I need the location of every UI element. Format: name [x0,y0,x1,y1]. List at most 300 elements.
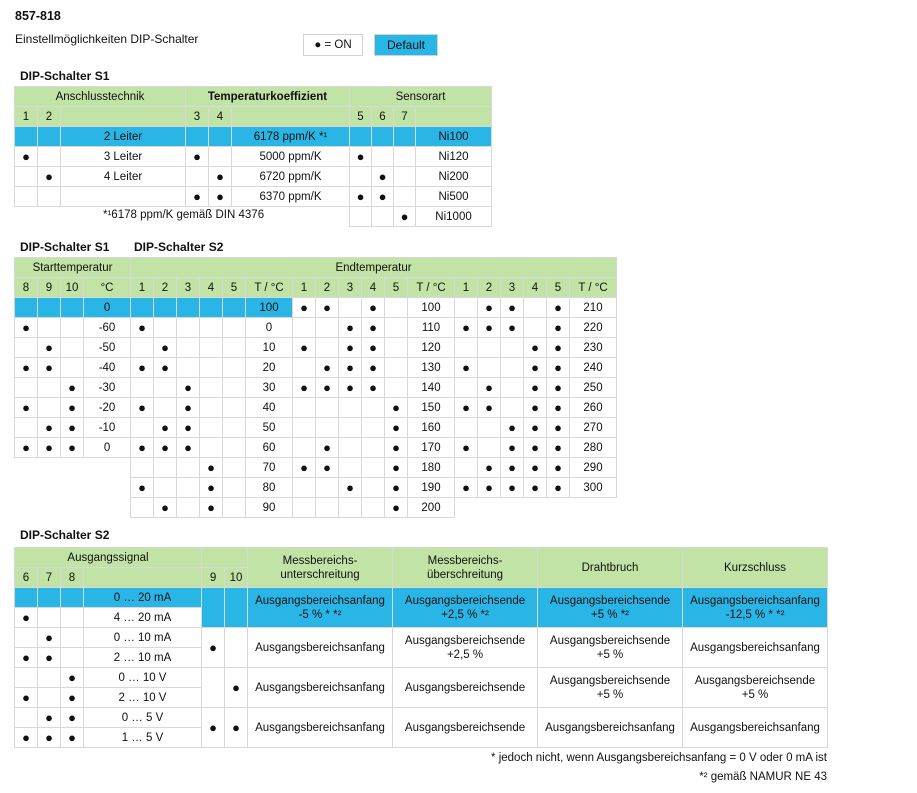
sensor-label: Ni120 [416,147,492,167]
switch-state [61,648,84,668]
error-behavior: Ausgangsbereichsanfang [683,708,828,748]
table-row [15,258,131,278]
switch-state [154,318,177,338]
s1-config-table [14,86,492,227]
switch-state: ● [131,318,154,338]
switch-state: ● [501,438,524,458]
start-temp-value: -30 [84,378,131,398]
legend-default: Default [374,34,438,56]
end-temp-value: 120 [408,338,455,358]
switch-state [293,478,316,498]
end-temp-value: 100 [246,298,293,318]
switch-state [316,418,339,438]
switch-state [38,318,61,338]
switch-number: 1 [455,278,478,298]
switch-number: 4 [209,107,232,127]
switch-state: ● [225,708,248,748]
switch-state: ● [200,478,223,498]
switch-state [455,338,478,358]
sensor-label: Ni200 [416,167,492,187]
end-temp-table [130,257,617,518]
start-temp-value: 0 [84,298,131,318]
table-row [15,87,492,107]
table-row [15,298,131,318]
switch-state: ● [15,648,38,668]
switch-state: ● [293,298,316,318]
switch-state [61,628,84,648]
switch-number: 2 [316,278,339,298]
signal-value: 2 … 10 mA [84,648,202,668]
switch-state [61,358,84,378]
end-temp-value: 240 [570,358,617,378]
switch-state [385,318,408,338]
conn-label: 2 Leiter [61,127,186,147]
switch-state [293,318,316,338]
switch-number: 10 [225,568,248,588]
empty-cell [455,498,478,518]
switch-state: ● [501,318,524,338]
switch-state [223,378,246,398]
switch-state [225,628,248,668]
signal-value: 0 … 20 mA [84,588,202,608]
error-behavior: Ausgangsbereichsende [393,668,538,708]
switch-number: °C [84,278,131,298]
switch-state: ● [547,358,570,378]
switch-state: ● [177,418,200,438]
empty-cell [524,498,547,518]
page-subtitle: Einstellmöglichkeiten DIP-Schalter [15,32,199,46]
switch-state [362,418,385,438]
switch-number: 1 [293,278,316,298]
switch-state: ● [339,358,362,378]
switch-state [339,438,362,458]
switch-state [131,298,154,318]
switch-number: 7 [394,107,416,127]
switch-state: ● [209,167,232,187]
switch-state [38,127,61,147]
switch-state: ● [38,628,61,648]
table-row [131,458,617,478]
table-row [15,167,492,187]
switch-state: ● [15,398,38,418]
switch-state: ● [202,628,225,668]
sensor-label: Ni100 [416,127,492,147]
switch-state [202,668,225,708]
error-behavior: Ausgangsbereichsanfang [248,708,393,748]
switch-state [15,668,38,688]
switch-state [339,498,362,518]
switch-state: ● [478,398,501,418]
switch-state [339,418,362,438]
switch-state [350,167,372,187]
end-temp-value: 160 [408,418,455,438]
error-behavior: Ausgangsbereichsanfang [683,628,828,668]
switch-state [15,418,38,438]
switch-state [223,478,246,498]
end-temp-value: 190 [408,478,455,498]
table-row [131,338,617,358]
switch-state: ● [455,438,478,458]
switch-state [177,458,200,478]
switch-state [339,458,362,478]
header-blank [416,107,492,127]
switch-number: T / °C [246,278,293,298]
switch-state [61,338,84,358]
switch-state: ● [339,478,362,498]
switch-state [455,378,478,398]
switch-state [372,127,394,147]
switch-state [362,498,385,518]
switch-state [38,378,61,398]
switch-state: ● [524,378,547,398]
switch-state [38,668,61,688]
end-temp-value: 220 [570,318,617,338]
switch-state: ● [455,358,478,378]
switch-number: 3 [339,278,362,298]
table-row [131,398,617,418]
error-behavior: Ausgangsbereichsanfang [248,628,393,668]
switch-state: ● [385,458,408,478]
switch-state [223,458,246,478]
switch-state: ● [15,318,38,338]
end-temp-value: 140 [408,378,455,398]
switch-number: 2 [154,278,177,298]
switch-state [177,338,200,358]
switch-state: ● [177,378,200,398]
switch-state: ● [524,358,547,378]
group-header-conn: Anschlusstechnik [15,87,186,107]
empty-cell [570,498,617,518]
switch-number: 2 [38,107,61,127]
switch-state [501,358,524,378]
switch-state [362,458,385,478]
switch-state [223,498,246,518]
switch-state [362,478,385,498]
switch-state: ● [316,458,339,478]
switch-state [223,398,246,418]
switch-state [316,398,339,418]
switch-state [316,478,339,498]
sensor-label: Ni1000 [416,207,492,227]
table-row [131,498,617,518]
end-temp-value: 110 [408,318,455,338]
start-temp-value: -20 [84,398,131,418]
switch-state [478,438,501,458]
switch-state [38,187,61,207]
switch-state: ● [478,378,501,398]
switch-state: ● [15,728,38,748]
switch-state [177,318,200,338]
end-temp-value: 30 [246,378,293,398]
switch-state: ● [501,478,524,498]
switch-state [15,378,38,398]
switch-state: ● [524,438,547,458]
signal-value: 1 … 5 V [84,728,202,748]
end-temp-value: 280 [570,438,617,458]
switch-state: ● [177,398,200,418]
switch-state: ● [293,458,316,478]
switch-state: ● [38,338,61,358]
switch-state [223,338,246,358]
switch-state: ● [350,187,372,207]
cond-header: Drahtbruch [538,548,683,588]
end-temp-value: 50 [246,418,293,438]
switch-state: ● [455,478,478,498]
signal-value: 0 … 5 V [84,708,202,728]
switch-state: ● [362,378,385,398]
error-behavior: Ausgangsbereichsanfang [248,668,393,708]
switch-state [15,187,38,207]
switch-number: 10 [61,278,84,298]
switch-state: ● [362,358,385,378]
switch-state [524,318,547,338]
table-row [15,708,828,728]
switch-state: ● [385,498,408,518]
table-row [131,258,617,278]
end-temp-value: 130 [408,358,455,378]
switch-number: 4 [362,278,385,298]
switch-state [455,418,478,438]
switch-state [131,498,154,518]
switch-state [293,358,316,378]
switch-state: ● [478,478,501,498]
switch-state: ● [61,708,84,728]
switch-state: ● [339,378,362,398]
table-row [15,358,131,378]
switch-state: ● [15,358,38,378]
switch-state [223,298,246,318]
table-row [15,107,492,127]
end-temp-value: 210 [570,298,617,318]
table-row [131,358,617,378]
switch-state [154,478,177,498]
switch-number: T / °C [570,278,617,298]
switch-state [362,398,385,418]
switch-number: 5 [350,107,372,127]
switch-state [478,358,501,378]
switch-state: ● [15,608,38,628]
error-behavior: Ausgangsbereichsanfang -12,5 % * *² [683,588,828,628]
switch-state: ● [177,438,200,458]
table-row [15,628,828,648]
switch-state [372,207,394,227]
switch-state: ● [524,478,547,498]
switch-state [339,298,362,318]
switch-number: 6 [372,107,394,127]
switch-state: ● [501,458,524,478]
end-temp-value: 300 [570,478,617,498]
switch-state [385,358,408,378]
error-behavior: Ausgangsbereichsende [393,708,538,748]
switch-number: T / °C [408,278,455,298]
start-temp-header: Starttemperatur [15,258,131,278]
empty-cell [38,207,61,227]
switch-state [316,338,339,358]
switch-state: ● [547,438,570,458]
end-temp-value: 20 [246,358,293,378]
switch-state: ● [38,167,61,187]
switch-state [501,338,524,358]
coef-label: 6178 ppm/K *¹ [232,127,350,147]
switch-state: ● [478,318,501,338]
switch-state [350,127,372,147]
switch-state [154,398,177,418]
switch-state [394,187,416,207]
switch-state [372,147,394,167]
switch-state: ● [15,688,38,708]
switch-state: ● [316,358,339,378]
switch-state: ● [362,298,385,318]
switch-state [524,298,547,318]
end-temp-header: Endtemperatur [131,258,617,278]
empty-cell [501,498,524,518]
switch-state [186,167,209,187]
switch-state: ● [38,728,61,748]
error-behavior: Ausgangsbereichsende +2,5 % *² [393,588,538,628]
conn-label: 4 Leiter [61,167,186,187]
switch-number: 5 [385,278,408,298]
switch-state [38,398,61,418]
signal-value: 2 … 10 V [84,688,202,708]
switch-state: ● [15,147,38,167]
end-temp-value: 290 [570,458,617,478]
end-temp-value: 170 [408,438,455,458]
switch-state: ● [61,398,84,418]
switch-state: ● [350,147,372,167]
switch-state: ● [524,338,547,358]
switch-state: ● [186,147,209,167]
out-footnote-2: *² gemäß NAMUR NE 43 [699,771,827,783]
switch-state: ● [455,398,478,418]
switch-state: ● [38,418,61,438]
switch-state [394,147,416,167]
switch-state [38,588,61,608]
switch-state [385,298,408,318]
switch-number: 5 [547,278,570,298]
switch-state: ● [316,378,339,398]
out-title: DIP-Schalter S2 [20,528,110,542]
switch-state: ● [372,187,394,207]
switch-number: 1 [15,107,38,127]
switch-state: ● [225,668,248,708]
start-temp-table [14,257,131,458]
switch-state: ● [131,478,154,498]
temp-s2-title: DIP-Schalter S2 [134,240,224,254]
end-temp-value: 90 [246,498,293,518]
switch-state [200,318,223,338]
switch-number: 9 [38,278,61,298]
end-temp-value: 250 [570,378,617,398]
switch-state: ● [478,298,501,318]
switch-state [385,338,408,358]
error-behavior: Ausgangsbereichsende +5 % [683,668,828,708]
switch-state: ● [154,498,177,518]
end-temp-value: 0 [246,318,293,338]
table-row [15,418,131,438]
switch-state [223,418,246,438]
table-row [131,438,617,458]
switch-state [61,318,84,338]
switch-state: ● [154,418,177,438]
switch-state [316,318,339,338]
switch-state [362,438,385,458]
switch-state: ● [131,438,154,458]
table-row [15,398,131,418]
switch-state [154,298,177,318]
switch-state: ● [293,378,316,398]
coef-label: 6370 ppm/K [232,187,350,207]
s1-footnote: *¹6178 ppm/K gemäß DIN 4376 [103,209,265,221]
conn-label [61,187,186,207]
switch-state [293,398,316,418]
switch-number: 2 [478,278,501,298]
switch-state: ● [547,458,570,478]
start-temp-value: -10 [84,418,131,438]
switch-state [38,608,61,628]
switch-state [209,127,232,147]
empty-cell [478,498,501,518]
switch-state [200,398,223,418]
switch-state [186,127,209,147]
switch-state: ● [61,728,84,748]
start-temp-value: -40 [84,358,131,378]
switch-state [61,588,84,608]
start-temp-value: 0 [84,438,131,458]
switch-state [15,338,38,358]
switch-state: ● [339,318,362,338]
switch-state: ● [38,438,61,458]
group-header-sensor: Sensorart [350,87,492,107]
error-behavior: Ausgangsbereichsende +5 % [538,628,683,668]
switch-state: ● [202,708,225,748]
start-temp-value: -50 [84,338,131,358]
switch-state: ● [547,418,570,438]
s1-title: DIP-Schalter S1 [20,69,110,83]
end-temp-value: 10 [246,338,293,358]
switch-state [131,338,154,358]
switch-state [38,688,61,708]
table-row [15,147,492,167]
error-behavior: Ausgangsbereichsende +2,5 % [393,628,538,668]
group-header-coef: Temperaturkoeffizient [186,87,350,107]
sensor-label: Ni500 [416,187,492,207]
output-signal-table [14,547,828,748]
switch-state [225,588,248,628]
switch-number: 3 [177,278,200,298]
switch-state [61,608,84,628]
switch-state [154,458,177,478]
switch-state [223,438,246,458]
table-row [131,378,617,398]
table-row [15,378,131,398]
switch-state: ● [455,318,478,338]
switch-state: ● [385,478,408,498]
switch-state: ● [186,187,209,207]
switch-state [61,298,84,318]
signal-value: 0 … 10 mA [84,628,202,648]
cond-header: Messbereichs- überschreitung [393,548,538,588]
switch-state [131,418,154,438]
table-row [131,278,617,298]
switch-state: ● [547,318,570,338]
switch-state [455,298,478,318]
switch-state: ● [362,338,385,358]
table-row [15,668,828,688]
table-row [15,187,492,207]
switch-state [177,298,200,318]
start-temp-value: -60 [84,318,131,338]
switch-state: ● [38,708,61,728]
